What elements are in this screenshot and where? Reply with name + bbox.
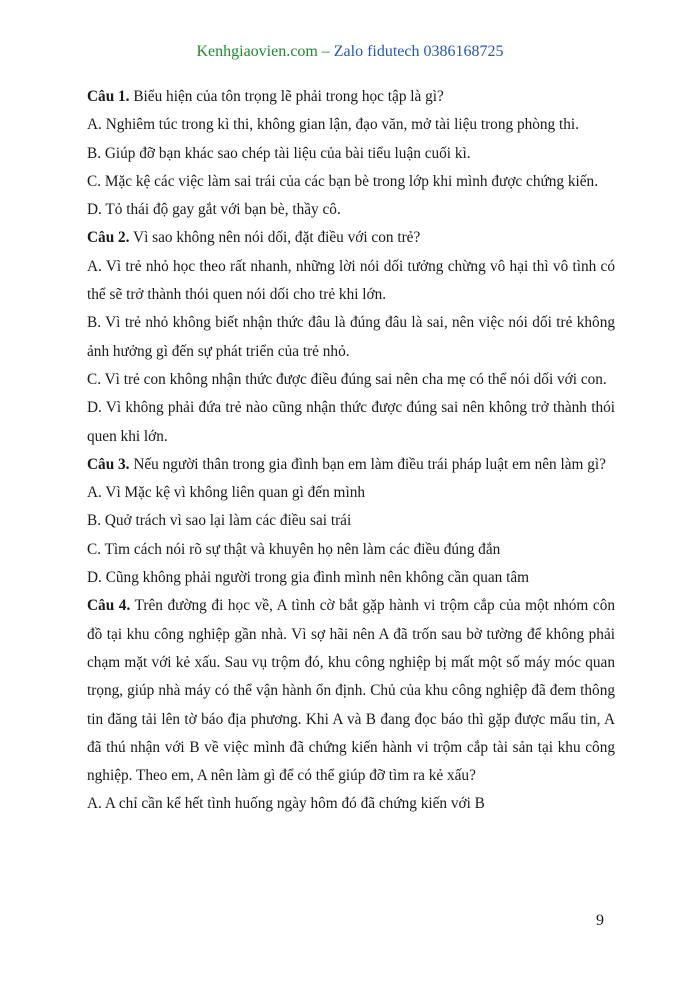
question-4: [87, 592, 615, 790]
question-1-option-c: C. Mặc kệ các việc làm sai trái của các bạn bè trong lớp khi mình được chứng kiến.: [87, 172, 599, 190]
question-1-option-b: B. Giúp đỡ bạn khác sao chép tài liệu của bài tiểu luận cuối kì.: [87, 144, 471, 162]
question-1-option-a: A. Nghiêm túc trong kì thi, không gian lận, đạo văn, mở tài liệu trong phòng thi.: [87, 116, 579, 134]
question-2: [87, 224, 615, 252]
site-link[interactable]: Kenhgiaovien.com: [196, 43, 318, 60]
question-3-option-a: A. Vì Mặc kệ vì không liên quan gì đến mình: [87, 484, 365, 502]
question-text: Vì sao không nên nói dối, đặt điều với con trẻ?: [129, 229, 421, 247]
question-3-option-d: D. Cũng không phải người trong gia đình mình nên không cần quan tâm: [87, 569, 530, 587]
question-2-option-a: A. Vì trẻ nhỏ học theo rất nhanh, những lời nói dối tưởng chừng vô hại thì vô tình có thể sẽ trở thành thói quen nói dối cho trẻ khi lớn.: [87, 257, 615, 304]
question-list: [87, 83, 615, 819]
question-2-option-c: C. Vì trẻ con không nhận thức được điều đúng sai nên cha mẹ có thể nói dối với con.: [87, 370, 607, 388]
header-separator: –: [317, 43, 334, 60]
question-number: Câu 3.: [87, 455, 130, 473]
question-1: [87, 83, 615, 111]
question-number: Câu 2.: [87, 229, 130, 247]
question-3-option-c: C. Tìm cách nói rõ sự thật và khuyên họ nên làm các điều đúng đắn: [87, 540, 501, 558]
question-text: Biểu hiện của tôn trọng lẽ phải trong học tập là gì?: [129, 88, 444, 105]
question-2-option-d: D. Vì không phải đứa trẻ nào cũng nhận thức được đúng sai nên không trở thành thói quen khi lớn.: [87, 399, 615, 445]
question-1-option-d: D. Tỏ thái độ gay gắt với bạn bè, thầy cô.: [87, 201, 341, 219]
question-number: Câu 4.: [87, 597, 131, 615]
question-2-option-b: B. Vì trẻ nhỏ không biết nhận thức đâu là đúng đâu là sai, nên việc nói dối trẻ không ảnh hưởng gì đến sự phát triển của trẻ nhỏ.: [87, 314, 615, 360]
question-text: Trên đường đi học về, A tình cờ bắt gặp hành vi trộm cắp của một nhóm côn đồ tại khu công nghiệp gần nhà. Vì sợ hãi nên A đã trốn sau bờ tường để không phải chạm mặt với kẻ xấu. Sau vụ trộm đó, khu công nghiệp bị mất một số máy móc quan trọng, giúp nhà máy có thể vận hành ổn định. Chủ của khu công nghiệp đã đem thông tin đăng tải lên tờ báo địa phương. Khi A và B đang đọc báo thì gặp được mẩu tin, A đã thú nhận với B về việc mình đã chứng kiến hành vi trộm cắp tài sản tại khu công nghiệp. Theo em, A nên làm gì để có thể giúp đỡ tìm ra kẻ xấu?: [87, 597, 616, 785]
question-4-option-a: A. A chỉ cần kể hết tình huống ngày hôm đó đã chứng kiến với B: [87, 795, 485, 813]
page-header: [0, 42, 700, 62]
question-text: Nếu người thân trong gia đình bạn em làm điều trái pháp luật em nên làm gì?: [129, 455, 606, 473]
question-3-option-b: B. Quở trách vì sao lại làm các điều sai trái: [87, 512, 352, 530]
question-number: Câu 1.: [87, 88, 130, 105]
zalo-contact-link[interactable]: Zalo fidutech 0386168725: [333, 43, 504, 60]
question-3: [87, 451, 615, 479]
page-number: 9: [596, 912, 604, 929]
